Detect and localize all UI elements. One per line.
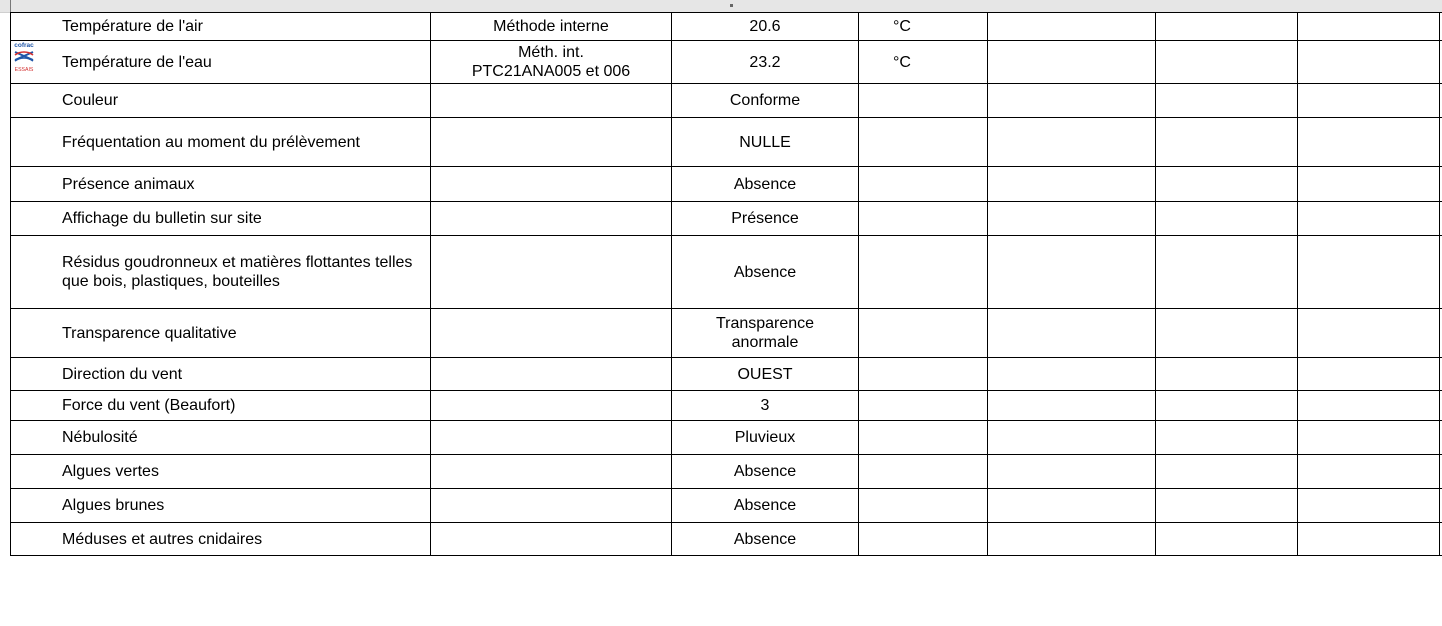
top-strip-tick (10, 0, 11, 12)
method-cell (431, 455, 672, 489)
unit-cell (859, 118, 988, 167)
empty-cell (988, 523, 1156, 556)
parameter-cell: Présence animaux (11, 167, 431, 202)
empty-cell (1298, 489, 1440, 523)
empty-cell (1298, 236, 1440, 309)
empty-cell (1298, 455, 1440, 489)
method-cell (431, 489, 672, 523)
method-cell (431, 523, 672, 556)
empty-cell (1298, 84, 1440, 118)
value-cell: NULLE (672, 118, 859, 167)
empty-cell (1298, 358, 1440, 391)
empty-cell (1156, 489, 1298, 523)
empty-cell (1298, 118, 1440, 167)
empty-cell (1298, 309, 1440, 358)
empty-cell (988, 421, 1156, 455)
parameter-cell: Transparence qualitative (11, 309, 431, 358)
method-cell (431, 421, 672, 455)
value-text: Transparence anormale (715, 315, 815, 351)
empty-cell (988, 391, 1156, 421)
value-cell: Absence (672, 523, 859, 556)
value-cell: Absence (672, 455, 859, 489)
parameter-cell: Couleur (11, 84, 431, 118)
method-cell (431, 167, 672, 202)
table-row (11, 358, 1442, 391)
empty-cell (1156, 202, 1298, 236)
table-row (11, 309, 1442, 358)
empty-cell (1156, 13, 1298, 41)
parameter-cell: Fréquentation au moment du prélèvement (11, 118, 431, 167)
unit-cell (859, 167, 988, 202)
value-cell: Conforme (672, 84, 859, 118)
unit-cell (859, 236, 988, 309)
empty-cell (988, 455, 1156, 489)
empty-cell (1156, 236, 1298, 309)
table-row (11, 236, 1442, 309)
table-row (11, 391, 1442, 421)
table-row (11, 41, 1442, 84)
cofrac-logo-text-top: cofrac (14, 41, 34, 49)
parameter-cell: Algues vertes (11, 455, 431, 489)
cofrac-logo-text-bottom: ESSAIS (14, 66, 34, 73)
method-cell (431, 84, 672, 118)
empty-cell (988, 309, 1156, 358)
method-cell (431, 391, 672, 421)
table-row (11, 421, 1442, 455)
method-line: PTC21ANA005 et 006 (471, 63, 631, 80)
results-table (10, 12, 1442, 556)
empty-cell (1156, 309, 1298, 358)
parameter-label: Température de l'eau (62, 53, 212, 71)
empty-cell (1298, 202, 1440, 236)
table-row (11, 84, 1442, 118)
empty-cell (1156, 167, 1298, 202)
empty-cell (1156, 84, 1298, 118)
value-cell (672, 309, 859, 358)
empty-cell (988, 13, 1156, 41)
value-cell: Absence (672, 236, 859, 309)
empty-cell (1156, 455, 1298, 489)
unit-cell (859, 421, 988, 455)
unit-cell (859, 84, 988, 118)
unit-cell (859, 391, 988, 421)
table-row (11, 167, 1442, 202)
empty-cell (988, 41, 1156, 84)
table-row (11, 202, 1442, 236)
parameter-cell: Méduses et autres cnidaires (11, 523, 431, 556)
parameter-cell (11, 41, 431, 84)
method-cell (431, 358, 672, 391)
cofrac-logo-icon (12, 41, 36, 73)
method-line: Méth. int. (518, 44, 584, 61)
method-cell (431, 202, 672, 236)
parameter-cell: Résidus goudronneux et matières flottantes telles que bois, plastiques, bouteilles (11, 236, 431, 309)
unit-cell (859, 358, 988, 391)
empty-cell (1298, 523, 1440, 556)
value-cell: Absence (672, 489, 859, 523)
unit-cell (859, 455, 988, 489)
empty-cell (1298, 421, 1440, 455)
empty-cell (988, 118, 1156, 167)
parameter-cell: Force du vent (Beaufort) (11, 391, 431, 421)
empty-cell (1298, 13, 1440, 41)
value-cell: Absence (672, 167, 859, 202)
empty-cell (1156, 358, 1298, 391)
empty-cell (1156, 421, 1298, 455)
unit-cell: °C (859, 41, 988, 84)
parameter-cell: Nébulosité (11, 421, 431, 455)
parameter-cell: Température de l'air (11, 13, 431, 41)
empty-cell (1156, 118, 1298, 167)
table-row (11, 118, 1442, 167)
empty-cell (1298, 391, 1440, 421)
value-cell: OUEST (672, 358, 859, 391)
table-row (11, 455, 1442, 489)
empty-cell (1298, 167, 1440, 202)
table-row (11, 13, 1442, 41)
unit-cell: °C (859, 13, 988, 41)
empty-cell (988, 84, 1156, 118)
parameter-cell: Algues brunes (11, 489, 431, 523)
value-cell: 23.2 (672, 41, 859, 84)
empty-cell (988, 202, 1156, 236)
unit-cell (859, 523, 988, 556)
method-cell (431, 41, 672, 84)
unit-cell (859, 489, 988, 523)
method-cell (431, 236, 672, 309)
empty-cell (988, 167, 1156, 202)
table-row (11, 489, 1442, 523)
empty-cell (1156, 41, 1298, 84)
value-cell: 3 (672, 391, 859, 421)
empty-cell (988, 236, 1156, 309)
empty-cell (1156, 523, 1298, 556)
method-cell: Méthode interne (431, 13, 672, 41)
unit-cell (859, 202, 988, 236)
value-cell: Présence (672, 202, 859, 236)
empty-cell (988, 489, 1156, 523)
parameter-cell: Direction du vent (11, 358, 431, 391)
method-cell (431, 309, 672, 358)
parameter-cell: Affichage du bulletin sur site (11, 202, 431, 236)
top-strip-mark (730, 4, 733, 7)
method-cell (431, 118, 672, 167)
empty-cell (1298, 41, 1440, 84)
empty-cell (1156, 391, 1298, 421)
empty-cell (988, 358, 1156, 391)
value-cell: Pluvieux (672, 421, 859, 455)
value-cell: 20.6 (672, 13, 859, 41)
table-row (11, 523, 1442, 556)
unit-cell (859, 309, 988, 358)
